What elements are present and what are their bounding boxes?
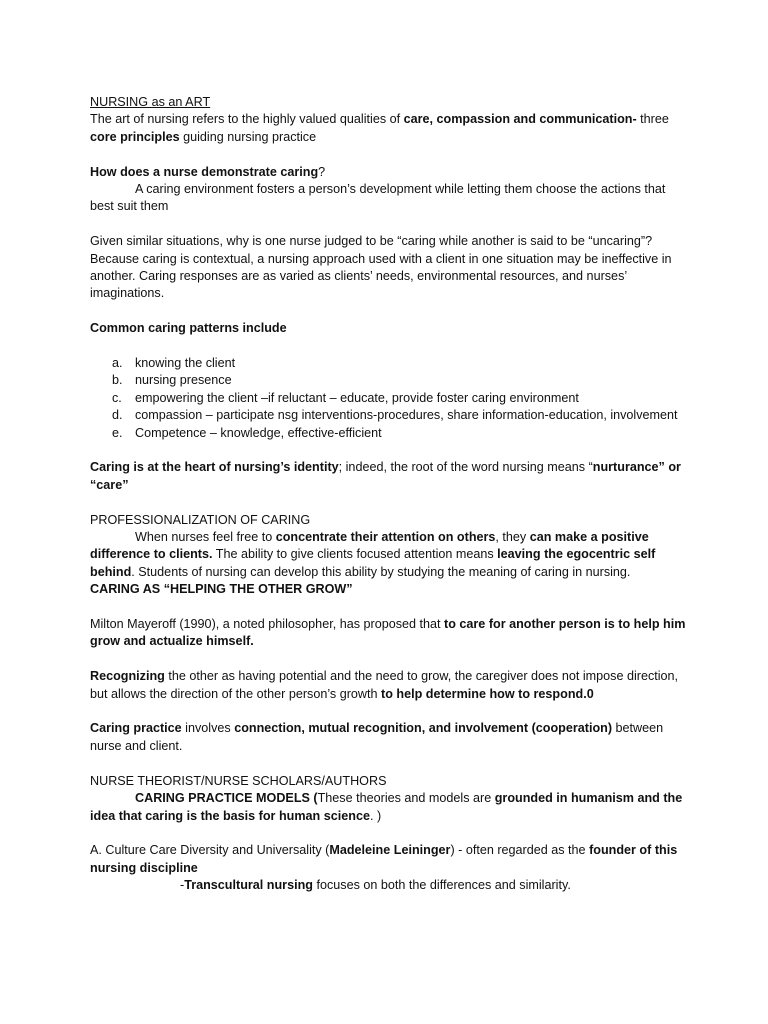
paragraph-caring-practice: Caring practice involves connection, mutual recognition, and involvement (cooperation) between nurse and client. <box>90 721 664 753</box>
list-item: b. nursing presence <box>112 373 232 388</box>
paragraph-recognizing: Recognizing the other as having potential and the need to grow, the caregiver does not impose direction, but allows the direction of the other person’s growth to help determine how to respond.0 <box>90 669 679 701</box>
paragraph-professionalization: When nurses feel free to concentrate their attention on others, they can make a positive difference to clients. The ability to give clients focused attention means leaving the egocentric self behind. Students of nursing can develop this ability by studying the meaning of caring in nursing. <box>90 530 656 579</box>
heading-text: NURSING as an ART <box>90 95 211 109</box>
paragraph-leininger: A. Culture Care Diversity and Universality (Madeleine Leininger) - often regarded as the founder of this nursing discipline <box>90 843 678 875</box>
section-heading-helping-grow: CARING AS “HELPING THE OTHER GROW” <box>90 582 353 597</box>
paragraph-caring-models: CARING PRACTICE MODELS (These theories and models are grounded in humanism and the idea that caring is the basis for human science. ) <box>90 791 683 823</box>
patterns-heading: Common caring patterns include <box>90 321 287 336</box>
paragraph-art-of-nursing: The art of nursing refers to the highly valued qualities of care, compassion and communication- three core principles guiding nursing practice <box>90 112 669 144</box>
paragraph-caring-environment: A caring environment fosters a person’s development while letting them choose the actions that best suit them <box>90 182 666 214</box>
paragraph-heart-of-nursing: Caring is at the heart of nursing’s identity; indeed, the root of the word nursing means “nurturance” or “care” <box>90 460 681 492</box>
caring-patterns-list <box>90 355 690 442</box>
section-heading-professionalization: PROFESSIONALIZATION OF CARING <box>90 512 311 527</box>
list-item: e. Competence – knowledge, effective-efficient <box>112 425 382 440</box>
paragraph-mayeroff: Milton Mayeroff (1990), a noted philosopher, has proposed that to care for another person is to help him grow and actualize himself. <box>90 617 686 649</box>
list-item: c. empowering the client –if reluctant – educate, provide foster caring environment <box>112 390 579 405</box>
document-page <box>90 94 690 895</box>
paragraph-similar-situations: Given similar situations, why is one nurse judged to be “caring while another is said to be “uncaring”? Because caring is contextual, a nursing approach used with a client in one situation may be ineffective in another. Caring responses are as varied as clients’ needs, environmental resources, and nurses’ imaginations. <box>90 234 672 301</box>
paragraph-transcultural: -Transcultural nursing focuses on both the differences and similarity. <box>180 878 571 893</box>
question-caring: How does a nurse demonstrate caring? <box>90 164 326 179</box>
list-item: a. knowing the client <box>112 356 236 371</box>
section-heading-nursing-art <box>90 94 690 111</box>
section-heading-theorists: NURSE THEORIST/NURSE SCHOLARS/AUTHORS <box>90 773 387 788</box>
list-item: d. compassion – participate nsg interventions-procedures, share information-education, involvement <box>112 408 678 423</box>
